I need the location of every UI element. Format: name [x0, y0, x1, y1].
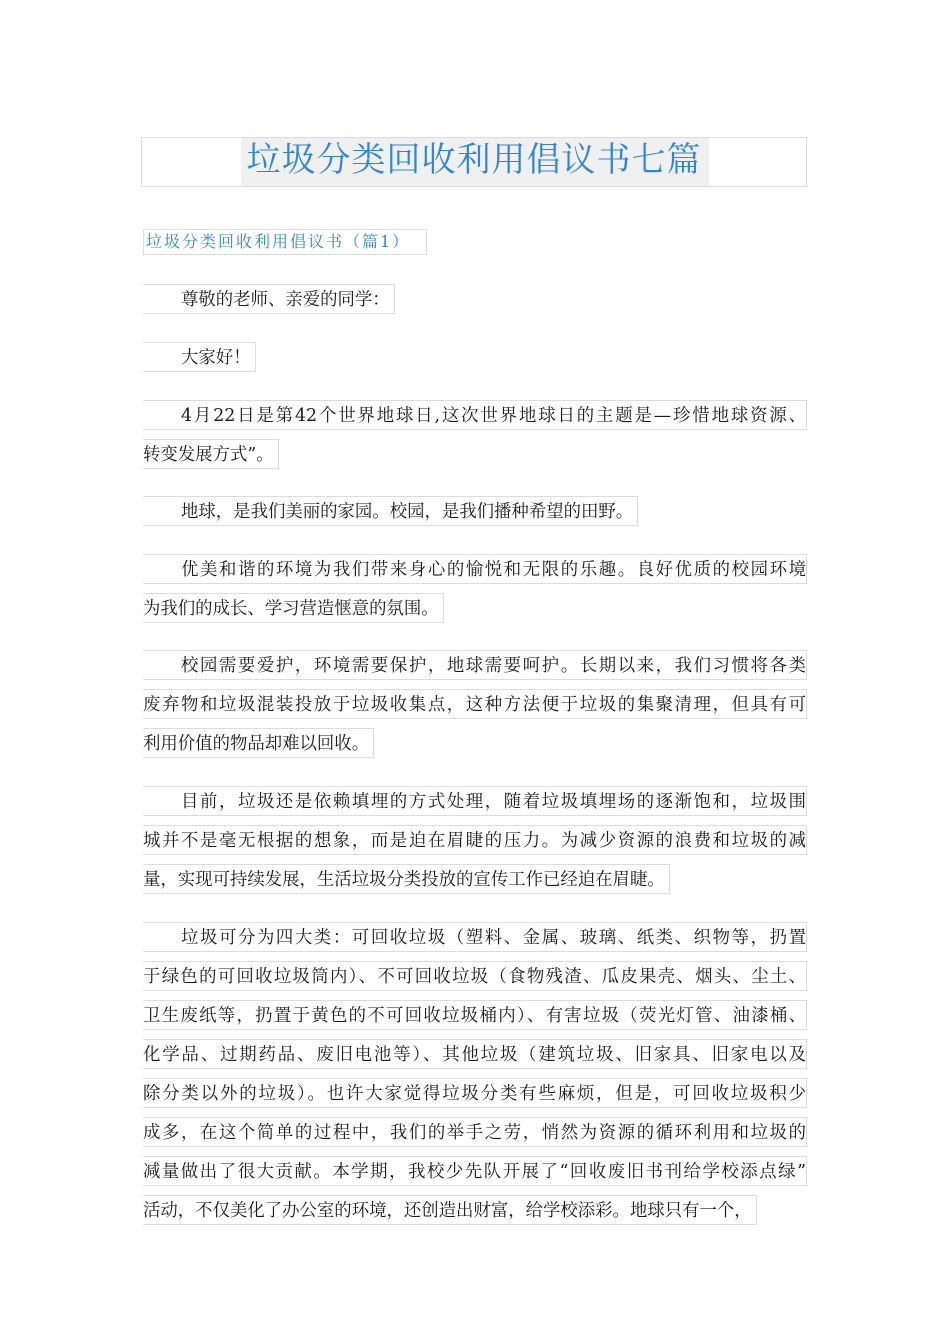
paragraph-line	[143, 821, 807, 860]
line-text: 利用价值的物品却难以回收。	[143, 728, 374, 758]
paragraph-line	[143, 396, 807, 435]
paragraph	[143, 492, 807, 531]
paragraph-line	[143, 782, 807, 821]
line-text: 量，实现可持续发展，生活垃圾分类投放的宣传工作已经迫在眉睫。	[143, 864, 670, 894]
paragraph-line	[143, 1113, 807, 1152]
line-text: 地球，是我们美丽的家园。校园，是我们播种希望的田野。	[143, 496, 638, 526]
line-text: 城并不是毫无根据的想象，而是迫在眉睫的压力。为减少资源的浪费和垃圾的减	[143, 825, 807, 855]
line-text: 目前，垃圾还是依赖填埋的方式处理，随着垃圾填埋场的逐渐饱和，垃圾围	[143, 786, 807, 816]
paragraph-line	[143, 435, 807, 474]
line-text: 化学品、过期药品、废旧电池等）、其他垃圾（建筑垃圾、旧家具、旧家电以及	[143, 1039, 807, 1069]
line-text: 尊敬的老师、亲爱的同学：	[143, 284, 395, 314]
paragraph	[143, 396, 807, 474]
line-text: 优美和谐的环境为我们带来身心的愉悦和无限的乐趣。良好优质的校园环境	[143, 554, 807, 584]
line-text: 为我们的成长、学习营造惬意的氛围。	[143, 593, 444, 623]
line-text: 卫生废纸等，扔置于黄色的不可回收垃圾桶内）、有害垃圾（荧光灯管、油漆桶、	[143, 1000, 807, 1030]
line-text: 大家好！	[143, 342, 256, 372]
paragraph-line	[143, 492, 807, 531]
line-text: 校园需要爱护，环境需要保护，地球需要呵护。长期以来，我们习惯将各类	[143, 650, 807, 680]
paragraph-line	[143, 860, 807, 899]
paragraph-line	[143, 550, 807, 589]
paragraph-line	[143, 338, 807, 377]
line-text: 转变发展方式”。	[143, 439, 279, 469]
paragraph-line	[143, 1191, 807, 1230]
paragraph-line	[143, 918, 807, 957]
line-text: 减量做出了很大贡献。本学期，我校少先队开展了“回收废旧书刊给学校添点绿”	[143, 1156, 807, 1186]
paragraph	[143, 550, 807, 628]
section-heading: 垃圾分类回收利用倡议书（篇1）	[143, 229, 427, 255]
line-text: 4月22日是第42个世界地球日,这次世界地球日的主题是—珍惜地球资源、	[143, 400, 807, 430]
paragraph-line	[143, 685, 807, 724]
title-frame	[141, 137, 807, 187]
paragraph-line	[143, 280, 807, 319]
line-text: 于绿色的可回收垃圾筒内）、不可回收垃圾（食物残渣、瓜皮果壳、烟头、尘土、	[143, 961, 807, 991]
line-text: 废弃物和垃圾混装投放于垃圾收集点，这种方法便于垃圾的集聚清理，但具有可	[143, 689, 807, 719]
paragraph	[143, 782, 807, 899]
line-text: 成多，在这个简单的过程中，我们的举手之劳，悄然为资源的循环利用和垃圾的	[143, 1117, 807, 1147]
paragraph-line	[143, 589, 807, 628]
paragraph	[143, 646, 807, 763]
line-text: 垃圾可分为四大类：可回收垃圾（塑料、金属、玻璃、纸类、织物等，扔置	[143, 922, 807, 952]
paragraph-line	[143, 1152, 807, 1191]
paragraph-line	[143, 1074, 807, 1113]
paragraph-line	[143, 996, 807, 1035]
document-title: 垃圾分类回收利用倡议书七篇	[246, 140, 702, 180]
paragraph-line	[143, 1035, 807, 1074]
paragraph	[143, 338, 807, 377]
line-text: 活动，不仅美化了办公室的环境，还创造出财富，给学校添彩。地球只有一个，	[143, 1195, 757, 1225]
line-text: 除分类以外的垃圾）。也许大家觉得垃圾分类有些麻烦，但是，可回收垃圾积少	[143, 1078, 807, 1108]
paragraph	[143, 280, 807, 319]
paragraph-line	[143, 646, 807, 685]
paragraph-line	[143, 957, 807, 996]
paragraph-line	[143, 724, 807, 763]
paragraph	[143, 918, 807, 1230]
